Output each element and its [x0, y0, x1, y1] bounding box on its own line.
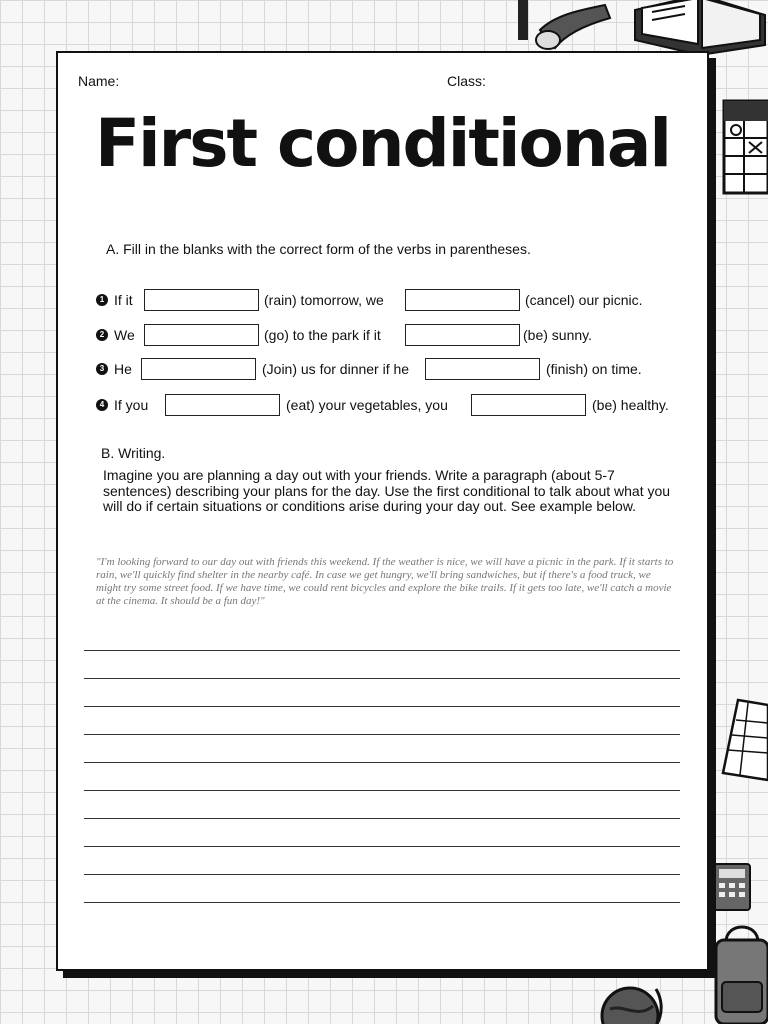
answer-blank[interactable] — [405, 324, 520, 346]
answer-blank[interactable] — [144, 324, 259, 346]
question-text: (be) sunny. — [523, 327, 592, 343]
class-label: Class: — [447, 73, 486, 89]
question-text: (finish) on time. — [546, 361, 642, 377]
writing-line[interactable] — [84, 734, 680, 735]
question-text: (rain) tomorrow, we — [264, 292, 384, 308]
page-title: First conditional — [94, 105, 671, 182]
answer-blank[interactable] — [405, 289, 520, 311]
writing-line[interactable] — [84, 650, 680, 651]
section-b-heading: B. Writing. — [101, 445, 166, 461]
writing-line[interactable] — [84, 678, 680, 679]
question-number: 2 — [96, 329, 108, 341]
question-text: (be) healthy. — [592, 397, 669, 413]
name-label: Name: — [78, 73, 120, 89]
example-paragraph: "I'm looking forward to our day out with friends this weekend. If the weather is nice, we will have a picnic in the park. If it starts to rain, we'll quickly find shelter in the nearby café. In case we get hungry, we'll bring sandwiches, but if there's a food truck, we might try some street food. If we have time, we could rent bicycles and explore the bike trails. If it gets too late, we'll catch a movie at the cinema. It should be a fun day!" — [96, 556, 674, 607]
writing-line[interactable] — [84, 874, 680, 875]
scroll-icon — [510, 0, 630, 55]
writing-line[interactable] — [84, 846, 680, 847]
question-text: (eat) your vegetables, you — [286, 397, 448, 413]
answer-blank[interactable] — [141, 358, 256, 380]
section-a-instruction: A. Fill in the blanks with the correct form of the verbs in parentheses. — [106, 241, 531, 257]
writing-line[interactable] — [84, 762, 680, 763]
writing-line[interactable] — [84, 818, 680, 819]
question-text: If it — [114, 292, 133, 308]
question-number: 4 — [96, 399, 108, 411]
calculator-icon — [712, 862, 752, 912]
worksheet — [56, 51, 709, 971]
backpack-icon — [708, 912, 768, 1024]
question-text: (go) to the park if it — [264, 327, 381, 343]
writing-line[interactable] — [84, 706, 680, 707]
answer-blank[interactable] — [425, 358, 540, 380]
answer-blank[interactable] — [144, 289, 259, 311]
question-text: (Join) us for dinner if he — [262, 361, 410, 377]
question-text: He — [114, 361, 132, 377]
writing-line[interactable] — [84, 902, 680, 903]
answer-blank[interactable] — [165, 394, 280, 416]
notepad-icon — [718, 695, 768, 785]
question-text: We — [114, 327, 135, 343]
writing-prompt: Imagine you are planning a day out with your friends. Write a paragraph (about 5-7 sentences) describing your plans for the day. Use the first conditional to talk about what you will do if certain situations or conditions arise during your day out. See example below. — [103, 467, 671, 514]
globe-icon — [598, 984, 668, 1024]
question-text: (cancel) our picnic. — [525, 292, 643, 308]
question-number: 1 — [96, 294, 108, 306]
writing-line[interactable] — [84, 790, 680, 791]
question-text: If you — [114, 397, 149, 413]
question-number: 3 — [96, 363, 108, 375]
answer-blank[interactable] — [471, 394, 586, 416]
calendar-icon — [722, 96, 768, 196]
